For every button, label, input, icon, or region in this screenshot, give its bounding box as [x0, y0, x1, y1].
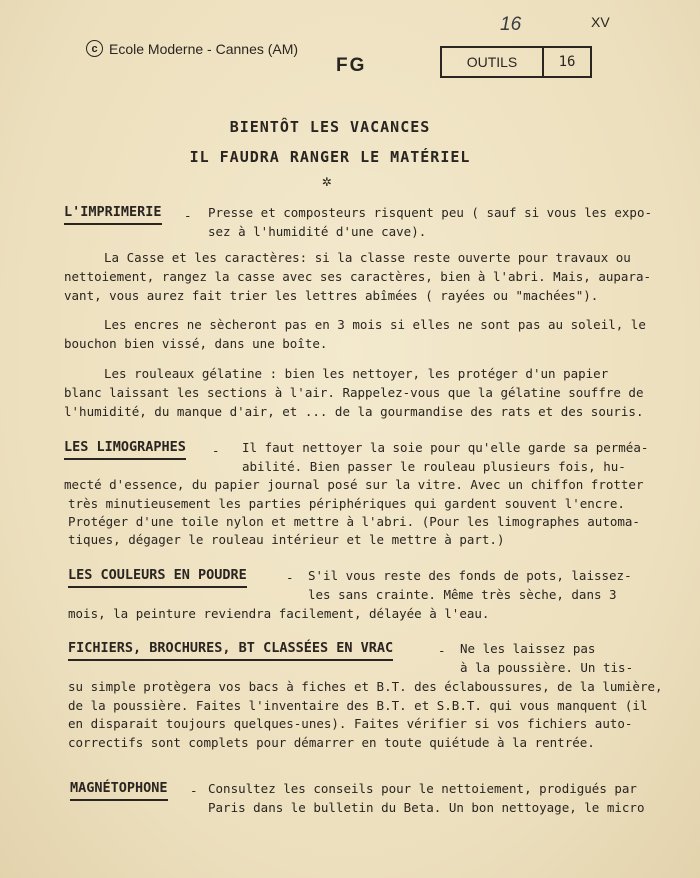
page-marker: XV — [591, 14, 610, 30]
section-heading-magnetophone: MAGNÉTOPHONE — [70, 780, 168, 801]
text-line: abilité. Bien passer le rouleau plusieurs fois, hu- — [242, 459, 626, 474]
section-separator: - — [286, 570, 294, 585]
text-line: mecté d'essence, du papier journal posé sur la vitre. Avec un chiffon frotter — [64, 477, 644, 492]
category-number: 16 — [558, 54, 576, 70]
text-line: blanc laissant les sections à l'air. Rappelez-vous que la gélatine souffre de — [64, 385, 644, 400]
text-line: Protéger d'une toile nylon et mettre à l'abri. (Pour les limographes automa- — [68, 514, 640, 529]
section-separator: - — [438, 643, 446, 658]
title-line-2: IL FAUDRA RANGER LE MATÉRIEL — [189, 148, 471, 166]
title-line-1: BIENTÔT LES VACANCES — [229, 118, 431, 136]
text-line: l'humidité, du manque d'air, et ... de la gourmandise des rats et des souris. — [64, 404, 644, 419]
text-line: en disparait toujours quelques-unes). Faites vérifier si vos fichiers auto- — [68, 716, 633, 731]
text-line: Consultez les conseils pour le nettoiement, prodigués par — [208, 781, 637, 796]
text-line: Paris dans le bulletin du Beta. Un bon nettoyage, le micro — [208, 800, 645, 815]
text-line: très minutieusement les parties périphériques qui gardent souvent l'encre. — [68, 496, 625, 511]
publisher-name: Ecole Moderne - Cannes (AM) — [109, 40, 299, 57]
text-line: S'il vous reste des fonds de pots, laissez- — [308, 568, 632, 583]
text-line: Les rouleaux gélatine : bien les nettoyer, les protéger d'un papier — [104, 366, 609, 381]
copyright-icon: c — [86, 40, 103, 57]
section-heading-fichiers: FICHIERS, BROCHURES, BT CLASSÉES EN VRAC — [68, 640, 393, 661]
text-line: de la poussière. Faites l'inventaire des B.T. et S.B.T. qui vous manquent (il — [68, 698, 648, 713]
publisher-line — [86, 40, 298, 57]
text-line: Les encres ne sècheront pas en 3 mois si elles ne sont pas au soleil, le — [104, 317, 646, 332]
text-line: Ne les laissez pas — [460, 641, 596, 656]
initials: FG — [336, 55, 367, 76]
text-line: sez à l'humidité d'une cave). — [208, 224, 427, 239]
text-line: Il faut nettoyer la soie pour qu'elle garde sa perméa- — [242, 440, 649, 455]
section-separator: - — [190, 783, 198, 798]
text-line: nettoiement, rangez la casse avec ses caractères, bien à l'abri. Mais, aupara- — [64, 269, 651, 284]
text-line: mois, la peinture reviendra facilement, délayée à l'eau. — [68, 606, 490, 621]
category-label: OUTILS — [442, 48, 544, 76]
text-line: Presse et composteurs risquent peu ( sauf si vous les expo- — [208, 205, 653, 220]
text-line: su simple protègera vos bacs à fiches et B.T. des éclaboussures, de la lumière, — [68, 679, 663, 694]
text-line: bouchon bien vissé, dans une boîte. — [64, 336, 328, 351]
text-line: les sans crainte. Même très sèche, dans 3 — [308, 587, 617, 602]
text-line: correctifs sont complets pour démarrer en toute quiétude à la rentrée. — [68, 735, 595, 750]
ornament-icon: ✲ — [322, 171, 332, 190]
text-line: vant, vous aurez fait trier les lettres abîmées ( rayées ou "machées"). — [64, 288, 599, 303]
section-heading-imprimerie: L'IMPRIMERIE — [64, 204, 162, 225]
handwritten-number: 16 — [500, 14, 522, 35]
section-heading-limographes: LES LIMOGRAPHES — [64, 439, 186, 460]
text-line: à la poussière. Un tis- — [460, 660, 634, 675]
section-separator: - — [212, 443, 220, 458]
section-heading-couleurs: LES COULEURS EN POUDRE — [68, 567, 247, 588]
section-separator: - — [184, 208, 192, 223]
text-line: tiques, dégager le rouleau intérieur et le mettre à part.) — [68, 532, 505, 547]
category-box — [440, 46, 592, 78]
text-line: La Casse et les caractères: si la classe reste ouverte pour travaux ou — [104, 250, 631, 265]
